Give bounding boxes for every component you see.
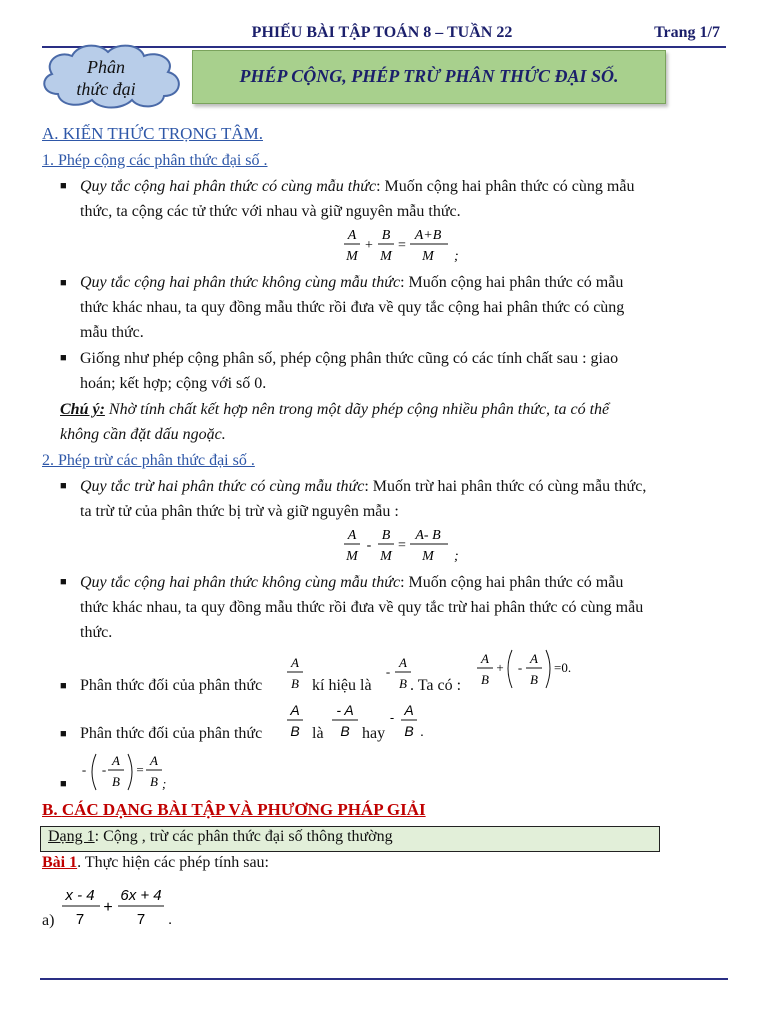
fraction-numerator: B	[381, 528, 391, 543]
left-paren	[92, 754, 96, 790]
rule-sub-same-denominator	[80, 474, 720, 524]
fraction-denominator: B	[150, 774, 158, 789]
subsection-2-title: 2. Phép trừ các phân thức đại số .	[42, 452, 255, 469]
note-text-2: không cần đặt dấu ngoặc.	[60, 426, 226, 443]
fraction-denominator: M	[380, 549, 392, 564]
dang-1-label-row	[48, 828, 393, 846]
fraction-numerator: A	[347, 528, 357, 543]
rule-sub-diff-denominator	[80, 570, 720, 645]
opposite-text-3: . Ta có :	[410, 677, 462, 694]
fraction-denominator: M	[346, 549, 358, 564]
fraction-denominator: M	[346, 249, 358, 264]
semicolon: ;	[162, 776, 167, 791]
rule-sub-same-title: Quy tắc trừ hai phân thức có cùng mẫu thức	[80, 478, 365, 495]
opposite2-text-1: Phân thức đối của phân thức	[80, 725, 263, 742]
fraction-denominator: B	[340, 723, 350, 739]
fraction-numerator: A+B	[414, 228, 442, 243]
fraction-numerator: A- B	[415, 528, 441, 543]
fraction-minus-A-over-B	[386, 700, 430, 742]
rule-add-diff-text-2: thức khác nhau, ta quy đồng mẫu thức rồi đưa về quy tắc cộng hai phân thức có cùng	[80, 299, 625, 316]
formula-double-negation	[78, 748, 178, 794]
fraction-negA-over-B	[330, 700, 360, 742]
fraction-denominator: 7	[136, 911, 146, 928]
rule-properties	[80, 346, 720, 396]
bullet-marker: ■	[60, 680, 67, 692]
section-b-prefix: B.	[42, 800, 62, 819]
plus-sign: +	[103, 899, 113, 916]
fraction-denominator: B	[112, 774, 120, 789]
bullet-marker: ■	[60, 778, 67, 790]
rule-properties-text-1: Giống như phép cộng phân số, phép cộng phân thức cũng có các tính chất sau : giao	[80, 350, 619, 367]
rule-add-diff-text-3: mẫu thức.	[80, 324, 144, 341]
fraction-numerator: - A	[336, 702, 354, 718]
rule-properties-text-2: hoán; kết hợp; cộng với số 0.	[80, 375, 267, 392]
fraction-denominator: B	[291, 676, 299, 691]
cloud-line-1: Phân	[87, 57, 125, 77]
fraction-numerator: A	[404, 702, 414, 718]
section-b-title: CÁC DẠNG BÀI TẬP VÀ PHƯƠNG PHÁP GIẢI	[61, 800, 426, 819]
fraction-A-over-B	[284, 652, 306, 694]
note-label: Chú ý:	[60, 401, 105, 418]
rule-sub-diff-text-3: thức.	[80, 624, 113, 641]
rule-sub-diff-text-1: : Muốn cộng hai phân thức có mẫu	[400, 574, 624, 591]
fraction-denominator: B	[481, 672, 489, 687]
fraction-numerator: A	[290, 702, 300, 718]
bullet-marker: ■	[60, 277, 67, 289]
bullet-marker: ■	[60, 352, 67, 364]
opposite2-text-2: là	[312, 725, 324, 742]
opposite-text-1: Phân thức đối của phân thức	[80, 677, 263, 694]
fraction-denominator: 7	[75, 911, 85, 928]
fraction-numerator: x - 4	[65, 887, 95, 904]
formula-sub-same-denominator	[340, 524, 470, 566]
minus-sign: -	[389, 710, 395, 725]
plus-sign: +	[365, 238, 373, 253]
fraction-denominator: M	[422, 549, 434, 564]
rule-add-diff-text-1: : Muốn cộng hai phân thức có mẫu	[400, 274, 624, 291]
minus-sign: -	[366, 538, 372, 553]
page-header-title: PHIẾU BÀI TẬP TOÁN 8 – TUẦN 22	[251, 24, 513, 41]
rule-add-same-text-2: thức, ta cộng các tử thức với nhau và giữ nguyên mẫu thức.	[80, 203, 461, 220]
bullet-marker: ■	[60, 576, 67, 588]
exercise-1a-label: a)	[42, 912, 55, 929]
note-paragraph	[60, 397, 720, 447]
rule-sub-same-text-2: ta trừ tử của phân thức bị trừ và giữ nguyên mẫu :	[80, 503, 399, 520]
fraction-numerator: A	[291, 655, 299, 670]
topic-title: PHÉP CỘNG, PHÉP TRỪ PHÂN THỨC ĐẠI SỐ.	[239, 66, 619, 86]
equals-zero: =0.	[554, 660, 572, 675]
fraction-numerator: A	[530, 651, 538, 666]
minus-sign: -	[81, 762, 87, 777]
rule-sub-diff-title: Quy tắc cộng hai phân thức không cùng mẫu thức	[80, 574, 401, 591]
right-paren	[546, 650, 550, 688]
fraction-A-over-B	[284, 700, 306, 742]
minus-sign: -	[101, 762, 107, 777]
rule-sub-same-text-1: : Muốn trừ hai phân thức có cùng mẫu thức,	[364, 478, 647, 495]
semicolon: ;	[454, 549, 459, 564]
exercise-1-heading	[42, 854, 269, 872]
equals-sign: =	[398, 538, 406, 553]
fraction-denominator: B	[399, 676, 407, 691]
footer-rule	[40, 978, 728, 980]
equals-sign: =	[398, 238, 406, 253]
rule-sub-diff-text-2: thức khác nhau, ta quy đồng mẫu thức rồi đưa về quy tắc trừ hai phân thức có cùng mẫu	[80, 599, 644, 616]
period: .	[420, 723, 424, 739]
fraction-denominator: M	[422, 249, 434, 264]
rule-add-diff-denominator	[80, 270, 720, 345]
period: .	[168, 911, 173, 928]
formula-opposite-sum	[474, 646, 578, 692]
fraction-denominator: M	[380, 249, 392, 264]
exercise-1-label: Bài 1	[42, 854, 78, 871]
cloud-badge-text	[56, 56, 156, 100]
bullet-marker: ■	[60, 480, 67, 492]
exercise-1-text: . Thực hiện các phép tính sau:	[77, 854, 269, 871]
fraction-denominator: B	[404, 723, 414, 739]
rule-add-diff-title: Quy tắc cộng hai phân thức không cùng mẫu thức	[80, 274, 401, 291]
plus-sign: +	[496, 660, 504, 675]
rule-add-same-text-1: : Muốn cộng hai phân thức có cùng mẫu	[376, 178, 635, 195]
minus-sign: -	[517, 660, 523, 675]
section-a-title: A. KIẾN THỨC TRỌNG TÂM.	[42, 124, 263, 143]
rule-add-same-denominator	[80, 174, 720, 224]
left-paren	[508, 650, 512, 688]
fraction-numerator: A	[399, 655, 407, 670]
section-b-heading	[42, 800, 426, 820]
opposite2-text-3: hay	[362, 725, 386, 742]
semicolon: ;	[454, 249, 459, 264]
formula-add-same-denominator	[340, 224, 470, 266]
rule-add-same-title: Quy tắc cộng hai phân thức có cùng mẫu thức	[80, 178, 377, 195]
equals-sign: =	[136, 762, 144, 777]
fraction-numerator: B	[381, 228, 391, 243]
dang-1-text: : Cộng , trừ các phân thức đại số thông thường	[94, 828, 393, 845]
right-paren	[128, 754, 132, 790]
fraction-denominator: B	[530, 672, 538, 687]
exercise-1a-expression	[58, 882, 178, 930]
page-number: Trang 1/7	[654, 24, 720, 41]
minus-sign: -	[385, 664, 391, 679]
subsection-1-title: 1. Phép cộng các phân thức đại số .	[42, 152, 268, 169]
fraction-numerator: A	[481, 651, 489, 666]
dang-1-label: Dạng 1	[48, 828, 95, 845]
fraction-numerator: A	[150, 753, 158, 768]
fraction-denominator: B	[290, 723, 300, 739]
note-text-1: Nhờ tính chất kết hợp nên trong một dãy phép cộng nhiều phân thức, ta có thể	[104, 401, 610, 418]
cloud-line-2: thức đại	[76, 79, 136, 99]
fraction-numerator: 6x + 4	[120, 887, 162, 904]
fraction-numerator: A	[347, 228, 357, 243]
opposite-text-2: kí hiệu là	[312, 677, 372, 694]
bullet-marker: ■	[60, 728, 67, 740]
fraction-numerator: A	[112, 753, 120, 768]
bullet-marker: ■	[60, 180, 67, 192]
